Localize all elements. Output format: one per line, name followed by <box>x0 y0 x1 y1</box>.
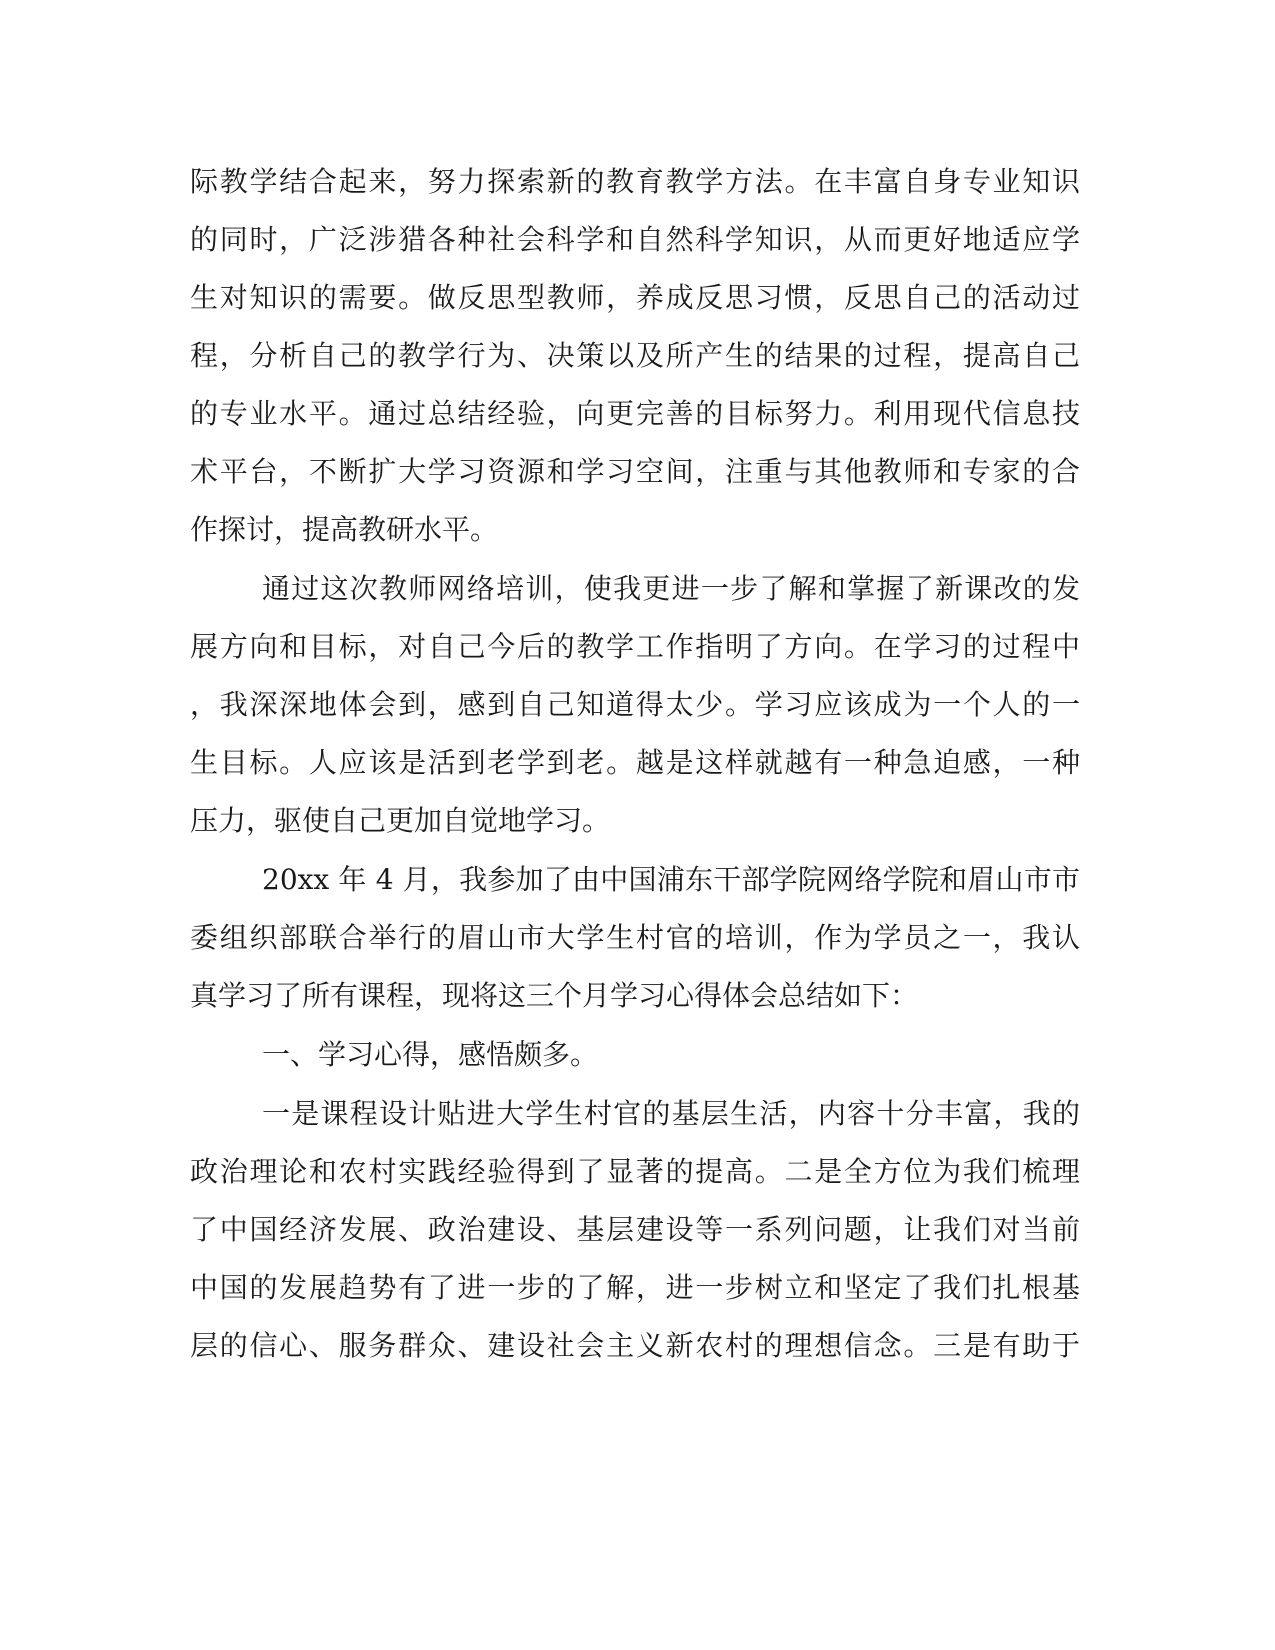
text-line: 的专业水平。通过总结经验，向更完善的目标努力。利用现代信息技 <box>190 397 1080 430</box>
text-line: 生目标。人应该是活到老学到老。越是这样就越有一种急迫感，一种 <box>190 746 1080 779</box>
text-line: 压力，驱使自己更加自觉地学习。 <box>190 804 611 837</box>
text-line: 中国的发展趋势有了进一步的了解，进一步树立和坚定了我们扎根基 <box>190 1271 1080 1304</box>
text-line: 20xx 年 4 月，我参加了由中国浦东干部学院网络学院和眉山市市 <box>262 863 1080 896</box>
text-line: 政治理论和农村实践经验得到了显著的提高。二是全方位为我们梳理 <box>190 1155 1080 1188</box>
text-line: 委组织部联合举行的眉山市大学生村官的培训，作为学员之一，我认 <box>190 921 1080 954</box>
text-line: 真学习了所有课程，现将这三个月学习心得体会总结如下： <box>190 979 919 1012</box>
text-line: 术平台，不断扩大学习资源和学习空间，注重与其他教师和专家的合 <box>190 455 1080 488</box>
text-line: 生对知识的需要。做反思型教师，养成反思习惯，反思自己的活动过 <box>190 281 1080 314</box>
text-line: 际教学结合起来，努力探索新的教育教学方法。在丰富自身专业知识 <box>190 165 1080 198</box>
text-line: 展方向和目标，对自己今后的教学工作指明了方向。在学习的过程中 <box>190 630 1080 663</box>
text-line: 一是课程设计贴进大学生村官的基层生活，内容十分丰富，我的 <box>262 1097 1080 1130</box>
text-line: 了中国经济发展、政治建设、基层建设等一系列问题，让我们对当前 <box>190 1213 1080 1246</box>
text-line: 作探讨，提高教研水平。 <box>190 513 499 546</box>
text-line: 程，分析自己的教学行为、决策以及所产生的结果的过程，提高自己 <box>190 339 1080 372</box>
text-line: 层的信心、服务群众、建设社会主义新农村的理想信念。三是有助于 <box>190 1329 1080 1362</box>
text-line: ，我深深地体会到，感到自己知道得太少。学习应该成为一个人的一 <box>190 688 1080 721</box>
text-line: 通过这次教师网络培训，使我更进一步了解和掌握了新课改的发 <box>262 572 1080 605</box>
text-line: 的同时，广泛涉猎各种社会科学和自然科学知识，从而更好地适应学 <box>190 223 1080 256</box>
section-heading: 一、学习心得，感悟颇多。 <box>262 1038 599 1071</box>
